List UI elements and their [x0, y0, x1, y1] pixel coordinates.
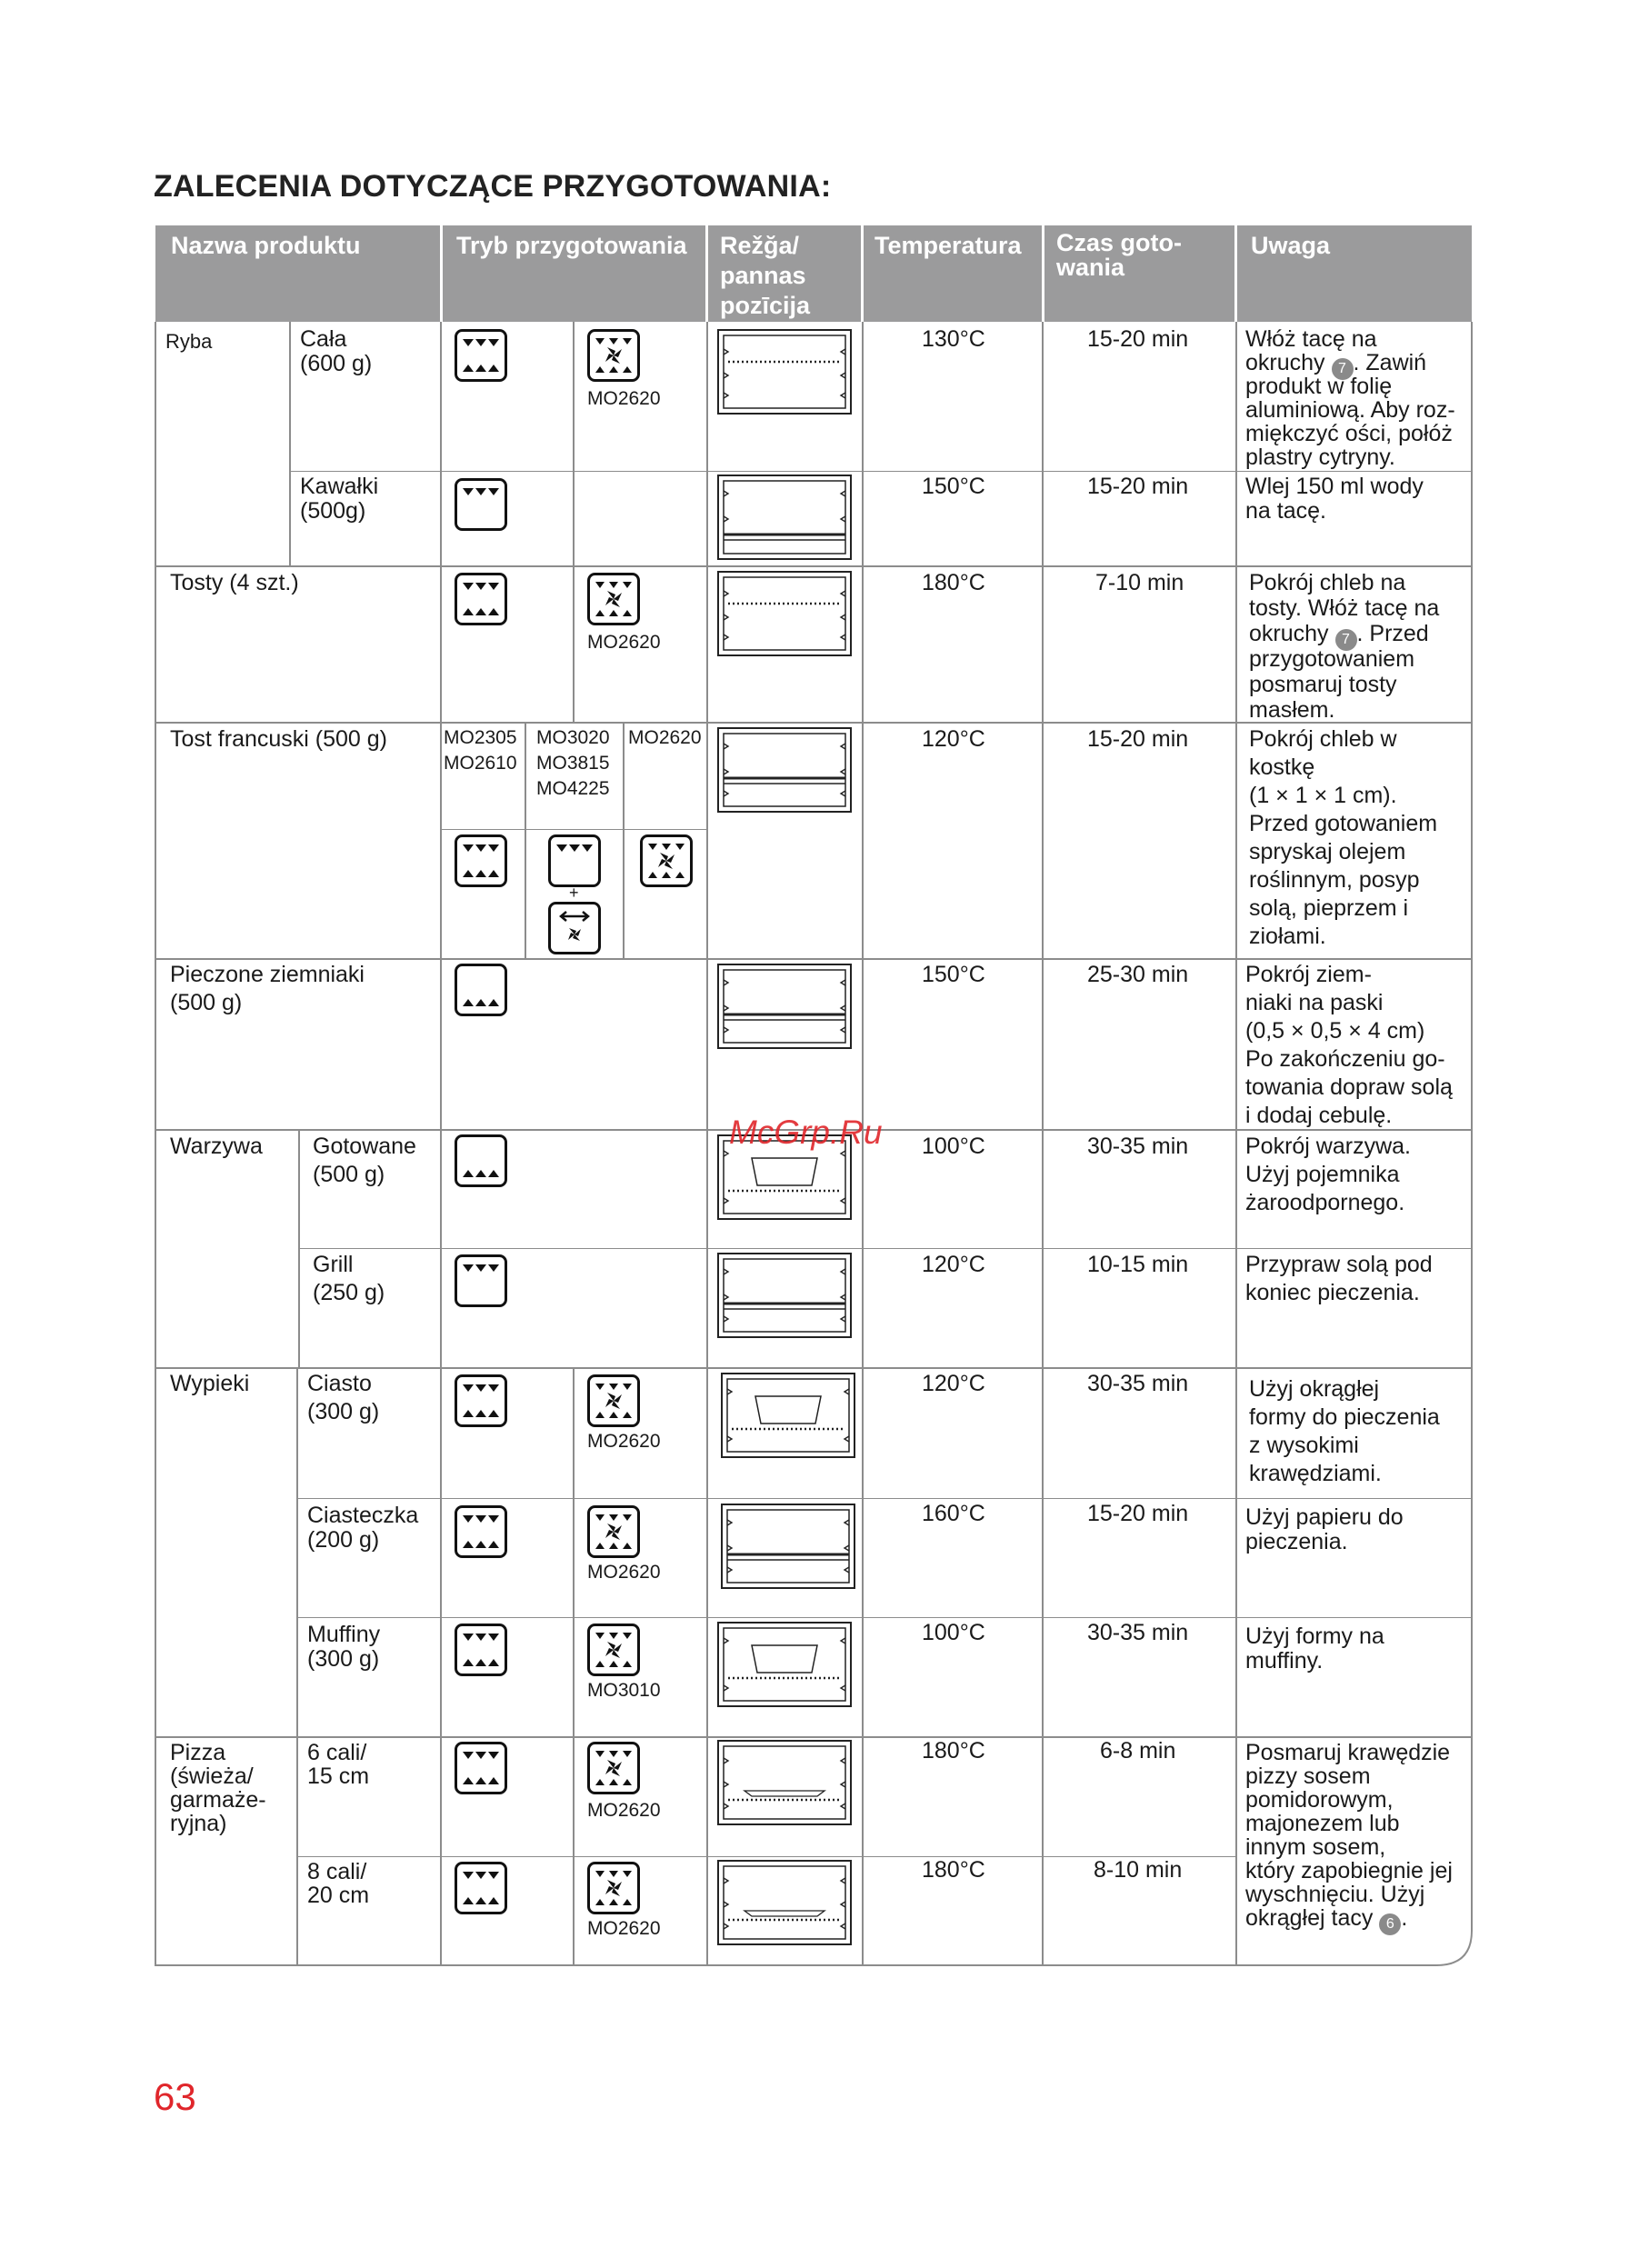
wypieki-muffiny-model: MO3010 [587, 1680, 661, 1701]
wypieki-ciasto-note-1: Użyj okrągłej [1249, 1376, 1380, 1402]
group-ryba: Ryba [165, 330, 213, 353]
rack-position-icon [717, 964, 852, 1049]
ryba-kawalki-weight: (500g) [300, 498, 366, 524]
wypieki-ciasto-time: 30-35 min [1087, 1371, 1189, 1396]
header-rack-line2: pannas [720, 262, 806, 289]
ryba-cala-temp: 130°C [922, 326, 985, 352]
ziemniaki-temp: 150°C [922, 962, 985, 987]
wypieki-ciasteczka-note-2: pieczenia. [1245, 1529, 1348, 1554]
rack-position-icon [717, 1740, 852, 1825]
grill-icon [455, 1374, 507, 1427]
ziemniaki-weight: (500 g) [170, 990, 243, 1015]
warzywa-gotowane-note-1: Pokrój warzywa. [1245, 1134, 1411, 1159]
grill-icon [455, 1505, 507, 1558]
top-heat-icon [455, 478, 507, 531]
wypieki-muffiny-note-1: Użyj formy na [1245, 1624, 1384, 1649]
ryba-kawalki-note-2: na tacę. [1245, 498, 1326, 524]
wypieki-ciasto-weight: (300 g) [307, 1399, 380, 1424]
ryba-cala-name: Cała [300, 326, 347, 352]
pizza-6-name: 6 cali/ [307, 1740, 367, 1765]
tf-models-b-3: MO4225 [536, 778, 610, 799]
warzywa-grill-time: 10-15 min [1087, 1252, 1189, 1277]
ryba-kawalki-time: 15-20 min [1087, 474, 1189, 499]
tf-note-1: Pokrój chleb w [1249, 726, 1397, 752]
wypieki-muffiny-temp: 100°C [922, 1620, 985, 1645]
bottom-heat-icon [455, 1134, 507, 1187]
pizza-note-7: wyschnięciu. Użyj [1245, 1882, 1425, 1907]
warzywa-grill-note-1: Przypraw solą pod [1245, 1252, 1433, 1277]
fan-grill-icon [587, 1742, 640, 1794]
ryba-cala-time: 15-20 min [1087, 326, 1189, 352]
tosty-note-2: tosty. Włóż tacę na [1249, 595, 1440, 621]
warzywa-gotowane-weight: (500 g) [313, 1162, 385, 1187]
pizza-note-4: majonezem lub [1245, 1811, 1400, 1836]
rotisserie-fan-icon [548, 902, 601, 954]
tf-note-6: roślinnym, posyp [1249, 867, 1420, 893]
ryba-cala-weight: (600 g) [300, 351, 373, 376]
group-pizza-3: garmaże- [170, 1787, 266, 1813]
tosty-note-3: okruchy 7 . Przed [1249, 620, 1429, 651]
pizza-6-temp: 180°C [922, 1738, 985, 1763]
fan-grill-icon [587, 573, 640, 625]
pizza-note-6: który zapobiegnie jej [1245, 1858, 1453, 1883]
tosty-model: MO2620 [587, 632, 661, 653]
grill-icon [455, 1742, 507, 1794]
tf-models-b-1: MO3020 [536, 727, 610, 748]
tf-note-3: (1 × 1 × 1 cm). [1249, 783, 1397, 808]
group-wypieki: Wypieki [170, 1371, 250, 1396]
wypieki-muffiny-name: Muffiny [307, 1622, 381, 1647]
group-warzywa: Warzywa [170, 1134, 263, 1159]
tf-models-c-1: MO2620 [628, 727, 702, 748]
ryba-cala-note-3: produkt w folię [1245, 374, 1393, 399]
rack-position-icon [717, 475, 852, 560]
fan-grill-icon [587, 1374, 640, 1427]
warzywa-gotowane-note-3: żaroodpornego. [1245, 1190, 1405, 1215]
warzywa-grill-name: Grill [313, 1252, 354, 1277]
header-rack-line1: Režğa/ [720, 232, 800, 259]
ryba-kawalki-note-1: Wlej 150 ml wody [1245, 474, 1424, 499]
tf-note-4: Przed gotowaniem [1249, 811, 1438, 836]
warzywa-gotowane-time: 30-35 min [1087, 1134, 1189, 1159]
watermark: McGrp.Ru [729, 1114, 883, 1151]
warzywa-gotowane-temp: 100°C [922, 1134, 985, 1159]
ziemniaki-name: Pieczone ziemniaki [170, 962, 365, 987]
tf-note-8: ziołami. [1249, 924, 1326, 949]
ziemniaki-note-1: Pokrój ziem- [1245, 962, 1372, 987]
wypieki-ciasteczka-note-1: Użyj papieru do [1245, 1504, 1404, 1530]
rack-position-icon [717, 571, 852, 656]
fan-grill-icon [640, 834, 693, 887]
tosty-note-4: przygotowaniem [1249, 646, 1415, 672]
group-pizza-2: (świeża/ [170, 1763, 254, 1789]
wypieki-ciasto-temp: 120°C [922, 1371, 985, 1396]
plus-sign: + [569, 884, 579, 902]
grill-icon [455, 329, 507, 382]
grill-icon [455, 1624, 507, 1676]
fan-grill-icon [587, 1862, 640, 1914]
tf-models-b-2: MO3815 [536, 753, 610, 774]
pizza-6-size: 15 cm [307, 1763, 370, 1789]
tosty-temp: 180°C [922, 570, 985, 595]
fan-grill-icon [587, 1624, 640, 1676]
wypieki-ciasto-note-2: formy do pieczenia [1249, 1404, 1440, 1430]
pizza-8-time: 8-10 min [1094, 1857, 1183, 1883]
number-badge: 7 [1332, 358, 1354, 380]
page-title: ZALECENIA DOTYCZĄCE PRZYGOTOWANIA: [154, 169, 832, 204]
fan-grill-icon [587, 1505, 640, 1558]
tf-time: 15-20 min [1087, 726, 1189, 752]
wypieki-ciasteczka-temp: 160°C [922, 1501, 985, 1526]
tosty-note-5: posmaruj tosty [1249, 672, 1397, 697]
warzywa-gotowane-note-2: Użyj pojemnika [1245, 1162, 1400, 1187]
header-time-line2: wania [1056, 254, 1125, 281]
table-corner [1434, 1929, 1474, 1969]
tf-note-5: spryskaj olejem [1249, 839, 1406, 864]
ziemniaki-note-2: niaki na paski [1245, 990, 1384, 1015]
rack-position-icon [717, 329, 852, 415]
rack-position-icon [721, 1373, 855, 1458]
ziemniaki-note-3: (0,5 × 0,5 × 4 cm) [1245, 1018, 1425, 1044]
tf-temp: 120°C [922, 726, 985, 752]
header-mode: Tryb przygotowania [456, 232, 687, 259]
bottom-heat-icon [455, 964, 507, 1016]
tost-francuski-name: Tost francuski (500 g) [170, 726, 387, 752]
rack-position-icon [717, 727, 852, 813]
tf-note-2: kostkę [1249, 754, 1315, 780]
pizza-note-2: pizzy sosem [1245, 1763, 1371, 1789]
top-heat-icon [455, 1254, 507, 1307]
number-badge: 7 [1335, 629, 1357, 651]
wypieki-ciasteczka-weight: (200 g) [307, 1527, 380, 1553]
fan-grill-icon [587, 329, 640, 382]
tf-models-a-2: MO2610 [444, 753, 517, 774]
wypieki-ciasto-model: MO2620 [587, 1431, 661, 1452]
ziemniaki-note-6: i dodaj cebulę. [1245, 1103, 1393, 1128]
ryba-cala-note-4: aluminiową. Aby roz- [1245, 397, 1455, 423]
pizza-8-size: 20 cm [307, 1883, 370, 1908]
rack-position-icon [717, 1622, 852, 1707]
pizza-6-model: MO2620 [587, 1800, 661, 1821]
warzywa-grill-note-2: koniec pieczenia. [1245, 1280, 1420, 1305]
ryba-cala-note-6: plastry cytryny. [1245, 445, 1395, 470]
ryba-cala-note-5: miękczyć ości, połóż [1245, 421, 1453, 446]
wypieki-ciasto-note-3: z wysokimi [1249, 1433, 1359, 1458]
pizza-note-5: innym sosem, [1245, 1834, 1386, 1860]
grill-icon [455, 573, 507, 625]
header-temp: Temperatura [874, 232, 1022, 259]
header-rack-line3: pozīcija [720, 292, 811, 319]
ziemniaki-note-5: towania dopraw solą [1245, 1074, 1453, 1100]
warzywa-grill-weight: (250 g) [313, 1280, 385, 1305]
pizza-note-1: Posmaruj krawędzie [1245, 1740, 1451, 1765]
wypieki-ciasto-name: Ciasto [307, 1371, 372, 1396]
wypieki-ciasto-note-4: krawędziami. [1249, 1461, 1382, 1486]
rack-position-icon [717, 1860, 852, 1945]
tosty-note-6: masłem. [1249, 697, 1335, 723]
warzywa-gotowane-name: Gotowane [313, 1134, 416, 1159]
ziemniaki-note-4: Po zakończeniu go- [1245, 1046, 1445, 1072]
pizza-6-time: 6-8 min [1100, 1738, 1176, 1763]
wypieki-muffiny-note-2: muffiny. [1245, 1648, 1324, 1674]
pizza-8-name: 8 cali/ [307, 1859, 367, 1884]
tosty-note-1: Pokrój chleb na [1249, 570, 1406, 595]
ryba-cala-note-2: okruchy 7 . Zawiń [1245, 349, 1426, 380]
tosty-time: 7-10 min [1095, 570, 1184, 595]
tf-note-7: solą, pieprzem i [1249, 895, 1409, 921]
top-heat-icon [548, 834, 601, 887]
ziemniaki-time: 25-30 min [1087, 962, 1189, 987]
wypieki-ciasteczka-model: MO2620 [587, 1562, 661, 1583]
ryba-kawalki-name: Kawałki [300, 474, 379, 499]
header-time-line1: Czas goto- [1056, 229, 1182, 256]
number-badge: 6 [1379, 1913, 1401, 1935]
header-note: Uwaga [1251, 232, 1331, 259]
wypieki-ciasteczka-time: 15-20 min [1087, 1501, 1189, 1526]
wypieki-muffiny-weight: (300 g) [307, 1646, 380, 1672]
grill-icon [455, 834, 507, 887]
grill-icon [455, 1862, 507, 1914]
page-number: 63 [154, 2075, 196, 2118]
pizza-note-3: pomidorowym, [1245, 1787, 1394, 1813]
tosty-name: Tosty (4 szt.) [170, 570, 299, 595]
ryba-cala-note-1: Włóż tacę na [1245, 326, 1377, 352]
group-pizza-4: ryjna) [170, 1811, 227, 1836]
ryba-cala-model: MO2620 [587, 388, 661, 409]
pizza-8-model: MO2620 [587, 1918, 661, 1939]
wypieki-ciasteczka-name: Ciasteczka [307, 1503, 419, 1528]
group-pizza-1: Pizza [170, 1740, 226, 1765]
pizza-8-temp: 180°C [922, 1857, 985, 1883]
rack-position-icon [717, 1253, 852, 1338]
tf-models-a-1: MO2305 [444, 727, 517, 748]
warzywa-grill-temp: 120°C [922, 1252, 985, 1277]
ryba-kawalki-temp: 150°C [922, 474, 985, 499]
pizza-note-8: okrągłej tacy 6 . [1245, 1904, 1407, 1935]
rack-position-icon [721, 1504, 855, 1589]
wypieki-muffiny-time: 30-35 min [1087, 1620, 1189, 1645]
header-product: Nazwa produktu [171, 232, 361, 259]
